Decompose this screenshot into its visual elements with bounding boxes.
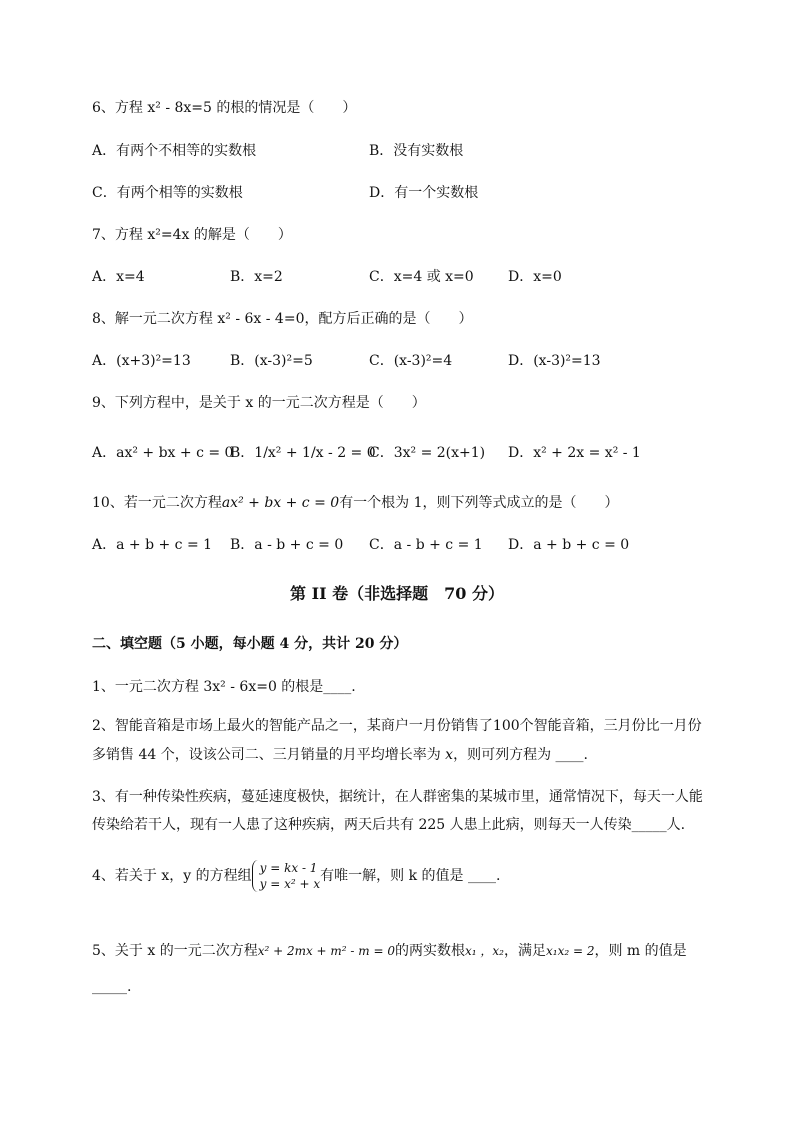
fill-1-prefix: 1、一元二次方程 xyxy=(92,679,204,695)
question-6-option-a: A．有两个不相等的实数根 xyxy=(92,143,257,159)
fill-5-roots: x₁ ，x₂ xyxy=(465,944,504,958)
fill-1-suffix: 的根是____. xyxy=(276,679,356,695)
question-7-option-c: C．x=4 或 x=0 xyxy=(369,269,474,285)
question-10-stem xyxy=(92,493,619,513)
question-6-prefix: 6、方程 xyxy=(92,100,148,116)
part-2-title: 第 II 卷（非选择题 70 分） xyxy=(290,584,504,603)
question-8-option-b: B．(x-3)²=5 xyxy=(230,353,313,369)
brace-icon xyxy=(252,860,259,892)
question-7-stem xyxy=(92,225,292,245)
fill-question-5-line-2: _____. xyxy=(92,979,132,995)
fill-5-middle: 的两实数根 xyxy=(395,943,465,959)
question-9-option-c: C．3x² = 2(x+1) xyxy=(369,445,486,461)
fill-question-5-line-1 xyxy=(92,941,687,961)
question-10-option-d: D．a + b + c = 0 xyxy=(508,537,630,553)
question-9-stem: 9、下列方程中，是关于 x 的一元二次方程是（ ） xyxy=(92,395,426,411)
fill-4-suffix: 有唯一解，则 k 的值是 ____. xyxy=(320,868,501,884)
fill-5-equation: x² + 2mx + m² - m = 0 xyxy=(257,944,395,958)
question-10-option-c: C．a - b + c = 1 xyxy=(369,537,483,553)
fill-question-2-line-2 xyxy=(92,745,588,765)
system-row-2: y = x² + x xyxy=(259,877,321,891)
question-6-option-b: B．没有实数根 xyxy=(369,143,464,159)
question-8-option-d: D．(x-3)²=13 xyxy=(508,353,601,369)
fill-2-variable: x xyxy=(445,747,454,763)
question-8-option-c: C．(x-3)²=4 xyxy=(369,353,453,369)
fill-question-4 xyxy=(92,858,500,894)
question-7-suffix: 的解是（ ） xyxy=(189,227,292,243)
question-6-option-d: D．有一个实数根 xyxy=(369,185,479,201)
question-7-option-b: B．x=2 xyxy=(230,269,283,285)
question-9-option-d: D．x² + 2x = x² - 1 xyxy=(508,445,641,461)
question-6-suffix: 的根的情况是（ ） xyxy=(211,100,357,116)
question-9-option-a: A．ax² + bx + c = 0 xyxy=(92,445,234,461)
fill-2-prefix: 多销售 44 个，设该公司二、三月销量的月平均增长率为 xyxy=(92,747,446,763)
question-10-option-b: B．a - b + c = 0 xyxy=(230,537,344,553)
question-8-suffix: ，配方后正确的是（ ） xyxy=(304,311,473,327)
question-8-option-a: A．(x+3)²=13 xyxy=(92,353,191,369)
equation-system xyxy=(252,860,321,892)
fill-question-3-line-2: 传染给若干人，现有一人患了这种疾病，两天后共有 225 人患上此病，则每天一人传染_____人. xyxy=(92,817,686,833)
system-row-1: y = kx - 1 xyxy=(259,861,318,875)
question-7-prefix: 7、方程 xyxy=(92,227,148,243)
question-10-prefix: 10、若一元二次方程 xyxy=(92,495,222,511)
question-8-equation: x² - 6x - 4=0 xyxy=(217,311,305,327)
question-7-option-d: D．x=0 xyxy=(508,269,562,285)
question-6-equation: x² - 8x=5 xyxy=(147,100,212,116)
fill-question-3-line-1: 3、有一种传染性疾病，蔓延速度极快，据统计，在人群密集的某城市里，通常情况下，每天一人能 xyxy=(92,789,703,805)
fill-4-prefix: 4、若关于 x，y 的方程组 xyxy=(92,868,252,884)
question-7-equation: x²=4x xyxy=(147,227,190,243)
fill-1-equation: 3x² - 6x=0 xyxy=(203,679,277,695)
question-10-equation: ax² + bx + c = 0 xyxy=(221,495,340,511)
question-7-option-a: A．x=4 xyxy=(92,269,145,285)
question-8-stem xyxy=(92,309,472,329)
question-9-option-b: B．1/x² + 1/x - 2 = 0 xyxy=(230,445,376,461)
question-6-stem xyxy=(92,98,356,118)
fill-5-suffix: ，则 m 的值是 xyxy=(594,943,687,959)
question-10-option-a: A．a + b + c = 1 xyxy=(92,537,213,553)
fill-5-prefix: 5、关于 x 的一元二次方程 xyxy=(92,943,258,959)
fill-5-condition: x₁x₂ = 2 xyxy=(545,944,595,958)
question-10-suffix: 有一个根为 1，则下列等式成立的是（ ） xyxy=(339,495,619,511)
fill-question-2-line-1: 2、智能音箱是市场上最火的智能产品之一，某商户一月份销售了100个智能音箱，三月份比一月份 xyxy=(92,718,702,734)
fill-question-1 xyxy=(92,677,356,697)
question-8-prefix: 8、解一元二次方程 xyxy=(92,311,218,327)
question-6-option-c: C．有两个相等的实数根 xyxy=(92,185,243,201)
fill-in-section-heading: 二、填空题（5 小题，每小题 4 分，共计 20 分） xyxy=(92,636,408,652)
fill-2-suffix: ，则可列方程为 ____. xyxy=(453,747,588,763)
fill-5-condition-prefix: ，满足 xyxy=(503,943,546,959)
